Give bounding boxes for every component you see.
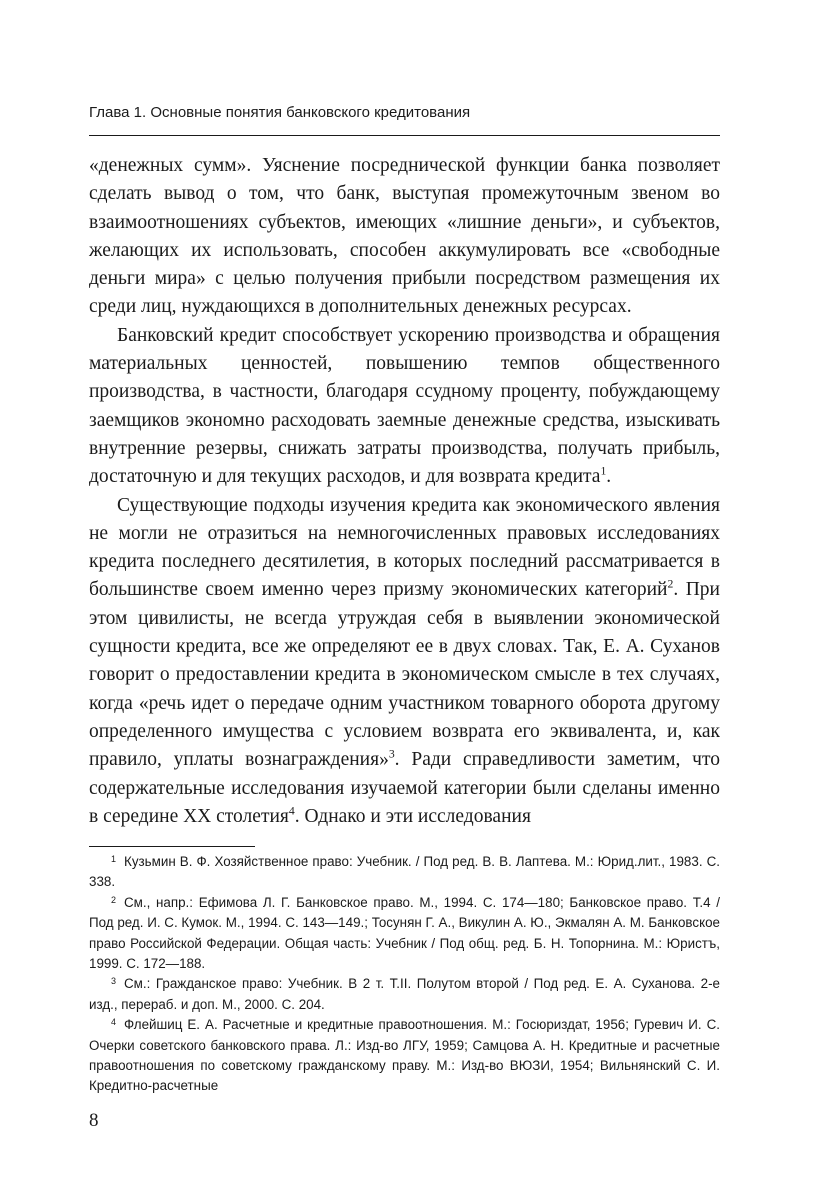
footnote-number: 3 [111,976,117,987]
header-divider [89,135,720,136]
footnote-ref-4[interactable]: 4 [288,804,295,818]
footnote-text: См.: Гражданское право: Учебник. В 2 т. Т.II. Полутом второй / Под ред. Е. А. Суханова. 2-е изд., перераб. и доп. М., 2000. С. 204. [89,976,720,1012]
main-text [89,152,720,831]
footnote [89,893,720,975]
footnote [89,852,720,893]
footnote-ref-1[interactable]: 1 [600,464,607,478]
running-header: Глава 1. Основные понятия банковского кредитования [89,104,471,121]
footnote-text: См., напр.: Ефимова Л. Г. Банковское право. М., 1994. С. 174—180; Банковское право. Т.4 / Под ред. И. С. Кумок. М., 1994. С. 143—149.; Тосунян Г. А., Викулин А. Ю., Экмалян А. М. Банковское право Российской Федерации. Общая часть: Учебник / Под общ. ред. Б. Н. Топорнина. М.: Юристъ, 1999. С. 172—188. [89,894,720,972]
footnote-divider [89,846,255,847]
paragraph-2 [89,322,720,492]
footnote [89,1015,720,1097]
page-number: 8 [89,1110,99,1131]
footnote-number: 4 [111,1017,117,1028]
paragraph-1: «денежных сумм». Уяснение посреднической функции банка позволяет сделать вывод о том, что банк, выступая промежуточным звеном во взаимоотношениях субъектов, имеющих «лишние деньги», и субъектов, желающих их использовать, способен аккумулировать все «свободные деньги мира» с целью получения прибыли посредством размещения их среди лиц, нуждающихся в дополнительных денежных ресурсах. [89,155,720,318]
footnote-text: Кузьмин В. Ф. Хозяйственное право: Учебник. / Под ред. В. В. Лаптева. М.: Юрид.лит., 1983. С. 338. [89,854,720,890]
paragraph-3-part-c: . Ради справедливости заметим, что содержательные исследования изучаемой категории были сделаны именно в середине XX столетия [89,749,720,827]
paragraph-3 [89,492,720,832]
footnotes [89,852,720,1097]
footnote-ref-3[interactable]: 3 [388,747,395,761]
footnote-number: 1 [111,854,117,864]
paragraph-3-part-b: . При этом цивилисты, не всегда утруждая себя в выявлении экономической сущности кредита, все же определяют ее в двух словах. Так, Е. А. Суханов говорит о предоставлении кредита в экономическом смысле в тех случаях, когда «речь идет о передаче одним участником товарного оборота другому определенного имущества с условием возврата его эквивалента, и, как правило, уплаты вознаграждения» [89,579,720,771]
paragraph-3-part-d: . Однако и эти исследования [294,805,531,827]
footnote-text: Флейшиц Е. А. Расчетные и кредитные правоотношения. М.: Госюриздат, 1956; Гуревич И. С. Очерки советского банковского права. Л.: Изд-во ЛГУ, 1959; Самцова А. Н. Кредитные и расчетные правоотношения по советскому гражданскому праву. М.: Изд-во ВЮЗИ, 1954; Вильнянский С. И. Кредитно-расчетные [89,1017,720,1094]
footnote-ref-2[interactable]: 2 [667,577,674,591]
paragraph-2-end: . [606,466,612,488]
footnote-number: 2 [111,894,117,905]
paragraph-2-text: Банковский кредит способствует ускорению производства и обращения материальных ценностей, повышению темпов общественного производства, в частности, благодаря ссудному проценту, побуждающему заемщиков экономно расходовать заемные денежные средства, изыскивать внутренние резервы, снижать затраты производства, получать прибыль, достаточную и для текущих расходов, и для возврата кредита [89,324,720,488]
paragraph-3-part-a: Существующие подходы изучения кредита как экономического явления не могли не отразиться на немногочисленных правовых исследованиях кредита последнего десятилетия, в которых последний рассматривается в большинстве своем именно через призму экономических категорий [89,494,720,601]
footnote [89,974,720,1015]
